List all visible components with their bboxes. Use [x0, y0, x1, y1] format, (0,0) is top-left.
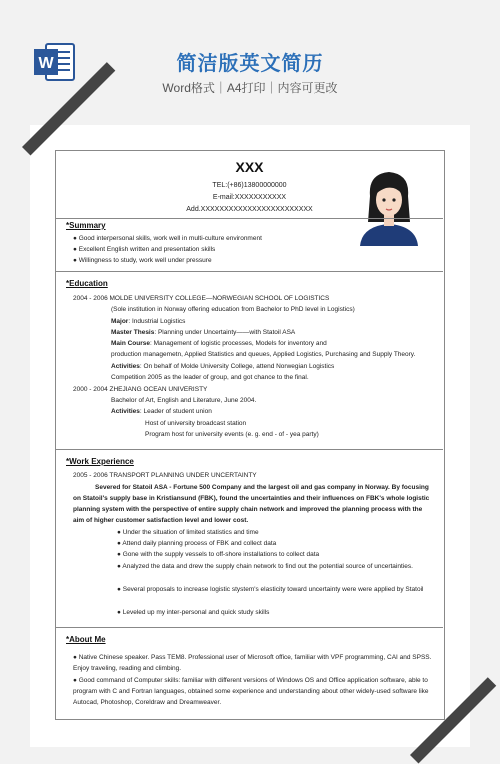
resume-phone: TEL:(+86)13800000000 — [212, 182, 287, 189]
experience-item: ● Attend daily planning process of FBK and collect data — [117, 540, 277, 547]
summary-item: ● Willingness to study, work well under pressure — [73, 257, 212, 264]
divider — [56, 449, 443, 450]
divider — [56, 271, 443, 272]
about-item: ● Good command of Computer skills: familiar with different versions of Windows OS and Office application software, able to program with C and Fortran languages, obtained some experience and understanding about other widely-used software like Autocad, Photoshop, Coreldraw and Dreamweaver. — [73, 677, 429, 706]
education-course: Main Course: Management of logistic processes, Models for inventory and — [111, 340, 327, 347]
experience-item: ● Leveled up my inter-personal and quick study skills — [117, 609, 270, 616]
resume-email: E-mail:XXXXXXXXXXX — [212, 194, 287, 201]
svg-text:W: W — [38, 55, 54, 72]
education-activities-5: Program host for university events (e. g. end - of - yea party) — [145, 431, 319, 438]
education-course-2: production managemetn, Applied Statistics and queues, Applied Logistics, Purchasing and Supply Theory. — [111, 351, 416, 358]
education-note: (Sole institution in Norway offering education from Bachelor to PhD level in Logistics) — [111, 306, 355, 313]
summary-title: *Summary — [66, 221, 106, 230]
resume-address: Add.XXXXXXXXXXXXXXXXXXXXXXXX — [186, 206, 313, 213]
education-thesis: Master Thesis: Planning under Uncertainty——with Statoil ASA — [111, 329, 296, 336]
about-item: ● Native Chinese speaker. Pass TEM8. Professional user of Microsoft office, familiar with VPF programming, CAI and SPSS. Enjoy traveling, reading and climbing. — [73, 654, 432, 672]
education-activities: Activities: On behalf of Molde University College, attend Norwegian Logistics — [111, 363, 335, 370]
resume-name: XXX — [235, 159, 264, 175]
education-header-2: 2000 - 2004 ZHEJIANG OCEAN UNIVERISTY — [73, 386, 208, 393]
about-title: *About Me — [66, 635, 106, 644]
experience-item: ● Several proposals to increase logistic stystem's elasticity toward uncertainty were were applied by Statoil — [117, 586, 424, 593]
education-degree: Bachelor of Art, English and Literature, June 2004. — [111, 397, 257, 404]
education-header-1: 2004 - 2006 MOLDE UNIVERSITY COLLEGE—NORWEGIAN SCHOOL OF LOGISTICS — [73, 295, 330, 302]
education-title: *Education — [66, 279, 108, 288]
divider — [56, 218, 443, 219]
page-title: 简洁版英文简历 — [176, 53, 324, 75]
avatar — [356, 166, 422, 246]
experience-header: 2005 - 2006 TRANSPORT PLANNING UNDER UNCERTAINTY — [73, 472, 257, 479]
summary-item: ● Good interpersonal skills, work well in multi-culture environment — [73, 235, 262, 242]
page-subtitle: Word格式｜A4打印｜内容可更改 — [162, 81, 338, 95]
experience-title: *Work Experience — [66, 457, 134, 466]
experience-item: ● Gone with the supply vessels to off-shore installations to collect data — [117, 551, 320, 558]
experience-paragraph: Severed for Statoil ASA - Fortune 500 Company and the largest oil and gas company in Norway. By focusing on Statoil's supply base in Kristiansund (FBK), found the uncertainties and their influences on FBK's whole logistic planning system with the perspective of entire supply chain network and improved the planning process with the aim of higher customer satisfaction level and lower cost. — [73, 484, 430, 524]
education-activities-2: Competition 2005 as the leader of group, and got chance to the final. — [111, 374, 309, 381]
divider — [56, 627, 443, 628]
summary-item: ● Excellent English written and presentation skills — [73, 246, 216, 253]
education-activities-3: Activities: Leader of student union — [111, 408, 212, 415]
experience-item: ● Analyzed the data and drew the supply chain network to find out the potential source of uncertainties. — [117, 563, 413, 570]
experience-item: ● Under the situation of limited statistics and time — [117, 529, 259, 536]
education-activities-4: Host of university broadcast station — [145, 420, 247, 427]
education-major: Major: Industrial Logistics — [111, 318, 186, 325]
